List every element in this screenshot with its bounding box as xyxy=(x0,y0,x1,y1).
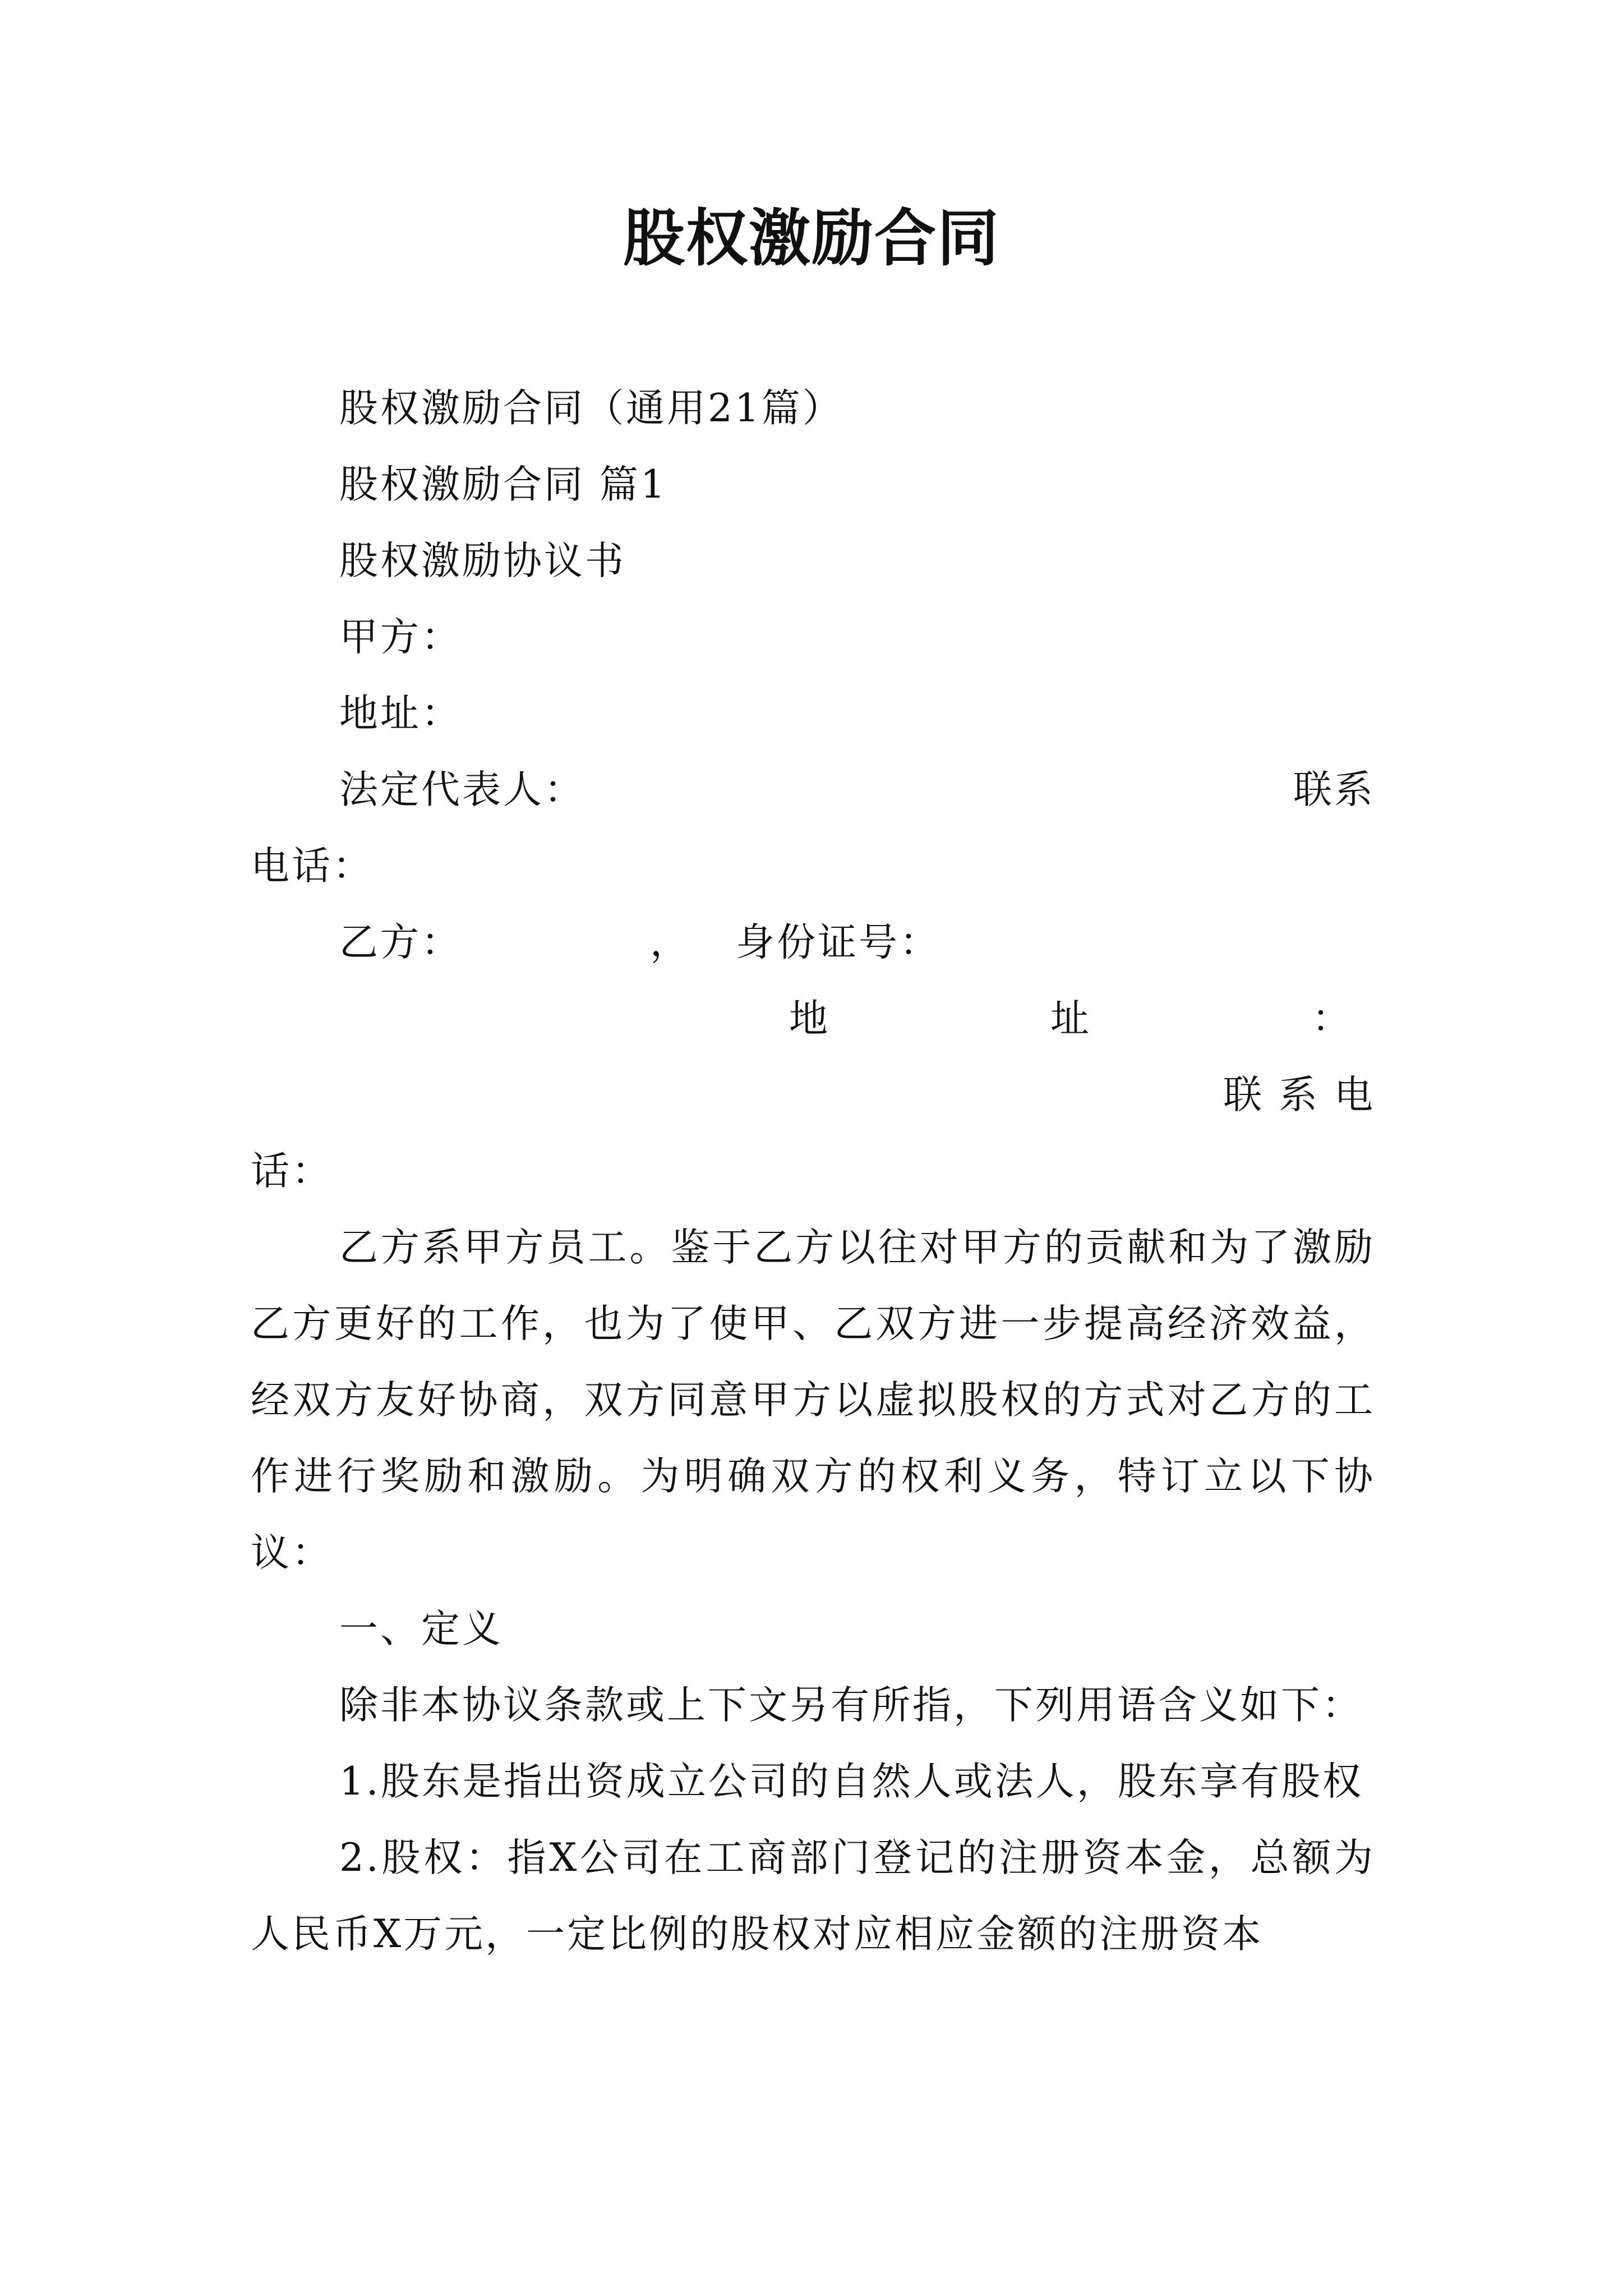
contact-b-label-part2: 话： xyxy=(251,1149,333,1194)
legal-rep-row xyxy=(251,752,1375,828)
document-title: 股权激励合同 xyxy=(623,202,1000,274)
definition-2: 2.股权：指X公司在工商部门登记的注册资本金，总额为人民币X万元，一定比例的股权对应相应金额的注册资本 xyxy=(251,1835,1375,1957)
party-a-label: 甲方： xyxy=(339,615,462,660)
address-a-label: 地址： xyxy=(339,691,462,736)
definition-1: 1.股东是指出资成立公司的自然人或法人，股东享有股权 xyxy=(339,1759,1363,1804)
document-body xyxy=(251,370,1375,1972)
contact-a-label-part2: 电话： xyxy=(251,844,374,889)
agreement-heading: 股权激励协议书 xyxy=(339,539,626,583)
party-b-row xyxy=(251,904,1375,981)
legal-rep-label: 法定代表人： xyxy=(339,767,585,812)
contact-a-label-part1: 联系 xyxy=(1293,767,1375,812)
address-b-char1: 地 xyxy=(789,996,830,1041)
party-b-label: 乙方： xyxy=(339,920,462,965)
section-1-intro: 除非本协议条款或上下文另有所指，下列用语含义如下： xyxy=(339,1683,1363,1728)
section-1-heading: 一、定义 xyxy=(339,1607,503,1651)
contact-b-label-part1: 联 系 电 xyxy=(1223,1073,1375,1117)
subtitle-line: 股权激励合同（通用21篇） xyxy=(339,386,843,431)
intro-paragraph: 乙方系甲方员工。鉴于乙方以往对甲方的贡献和为了激励乙方更好的工作，也为了使甲、乙双方进一步提高经济效益，经双方友好协商，双方同意甲方以虚拟股权的方式对乙方的工作进行奖励和激励。为明确双方的权利义务，特订立以下协议： xyxy=(251,1225,1375,1575)
address-b-row xyxy=(251,981,1375,1057)
part-heading: 股权激励合同 篇1 xyxy=(339,462,667,507)
id-number-label: 身份证号： xyxy=(736,920,940,965)
address-b-colon: ： xyxy=(1312,996,1353,1041)
party-b-comma: ， xyxy=(650,920,691,965)
address-b-char2: 址 xyxy=(1050,996,1091,1041)
